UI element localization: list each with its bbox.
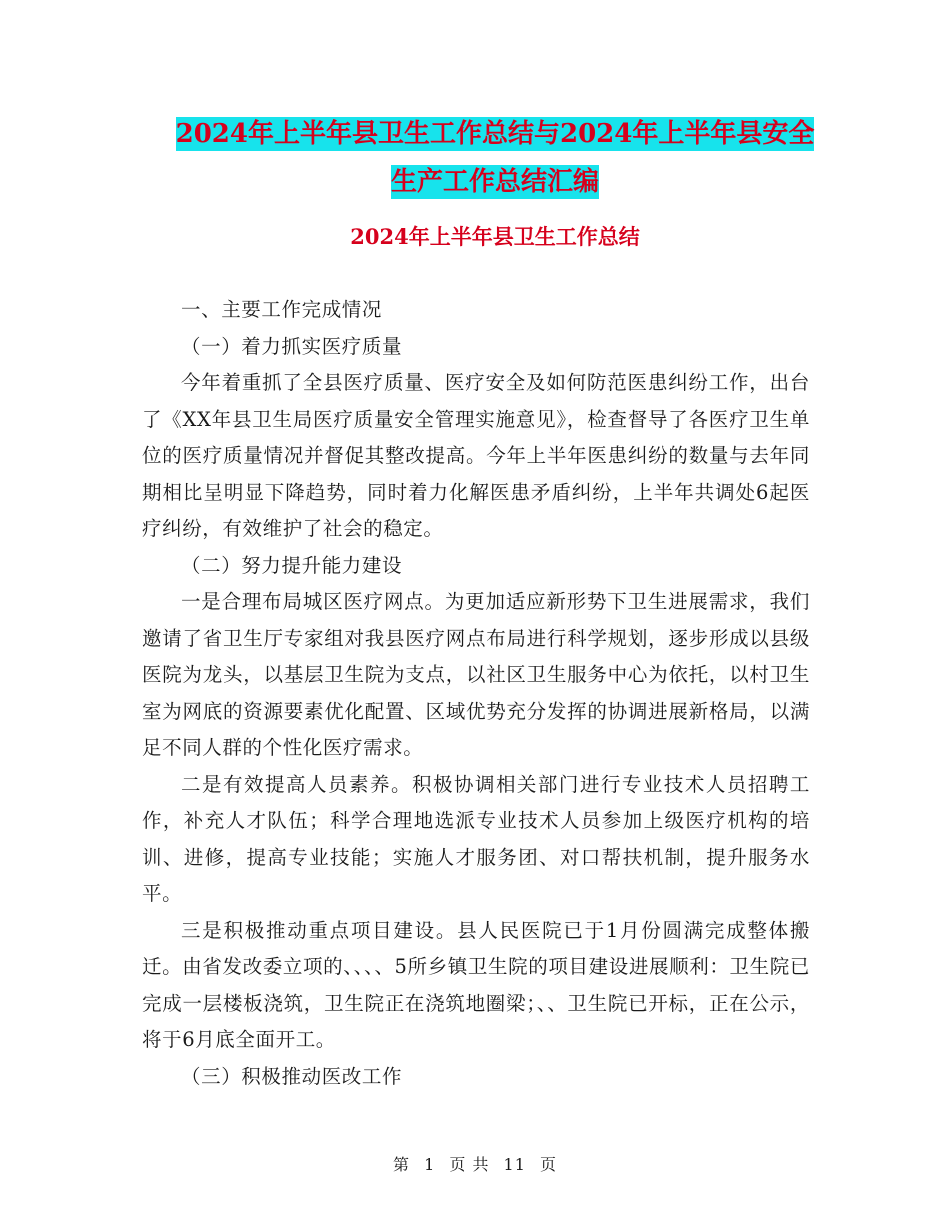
document-title-line1: 2024年上半年县卫生工作总结与2024年上半年县安全 <box>175 119 815 149</box>
subheading-medical-quality: （一）着力抓实医疗质量 <box>181 334 403 358</box>
paragraph-medical-quality: 今年着重抓了全县医疗质量、医疗安全及如何防范医患纠纷工作，出台了《XX年县卫生局医疗质量安全管理实施意见》，检查督导了各医疗卫生单位的医疗质量情况并督促其整改提高。今年上半年医患纠纷的数量与去年同期相比呈明显下降趋势，同时着力化解医患矛盾纠纷，上半年共调处6起医疗纠纷，有效维护了社会的稳定。 <box>142 371 810 540</box>
subheading-capacity-building: （二）努力提升能力建设 <box>181 553 403 577</box>
footer-middle: 页 共 <box>449 1155 490 1174</box>
document-title <box>140 110 850 206</box>
paragraph-staff-quality: 二是有效提高人员素养。积极协调相关部门进行专业技术人员招聘工作，补充人才队伍；科学合理地选派专业技术人员参加上级医疗机构的培训、进修，提高专业技能；实施人才服务团、对口帮扶机制，提升服务水平。 <box>142 772 810 905</box>
paragraph-network-layout: 一是合理布局城区医疗网点。为更加适应新形势下卫生进展需求，我们邀请了省卫生厅专家组对我县医疗网点布局进行科学规划，逐步形成以县级医院为龙头，以基层卫生院为支点，以社区卫生服务中心为依托，以村卫生室为网底的资源要素优化配置、区域优势充分发挥的协调进展新格局，以满足不同人群的个性化医疗需求。 <box>142 590 810 759</box>
subheading-medical-reform: （三）积极推动医改工作 <box>181 1064 403 1088</box>
page-footer <box>0 1152 950 1175</box>
heading-main-work: 一、主要工作完成情况 <box>181 298 383 321</box>
footer-prefix: 第 <box>392 1155 410 1174</box>
document-body <box>142 292 810 1095</box>
paragraph-key-projects: 三是积极推动重点项目建设。县人民医院已于1月份圆满完成整体搬迁。由省发改委立项的、、、、5所乡镇卫生院的项目建设进展顺利：卫生院已完成一层楼板浇筑，卫生院正在浇筑地圈梁；、、卫生院已开标，正在公示，将于6月底全面开工。 <box>142 918 810 1051</box>
footer-page-number: 1 <box>424 1155 436 1174</box>
document-title-line2: 生产工作总结汇编 <box>390 167 599 197</box>
footer-suffix: 页 <box>540 1155 558 1174</box>
section-title: 2024年上半年县卫生工作总结 <box>350 224 640 249</box>
footer-total-pages: 11 <box>503 1155 526 1174</box>
